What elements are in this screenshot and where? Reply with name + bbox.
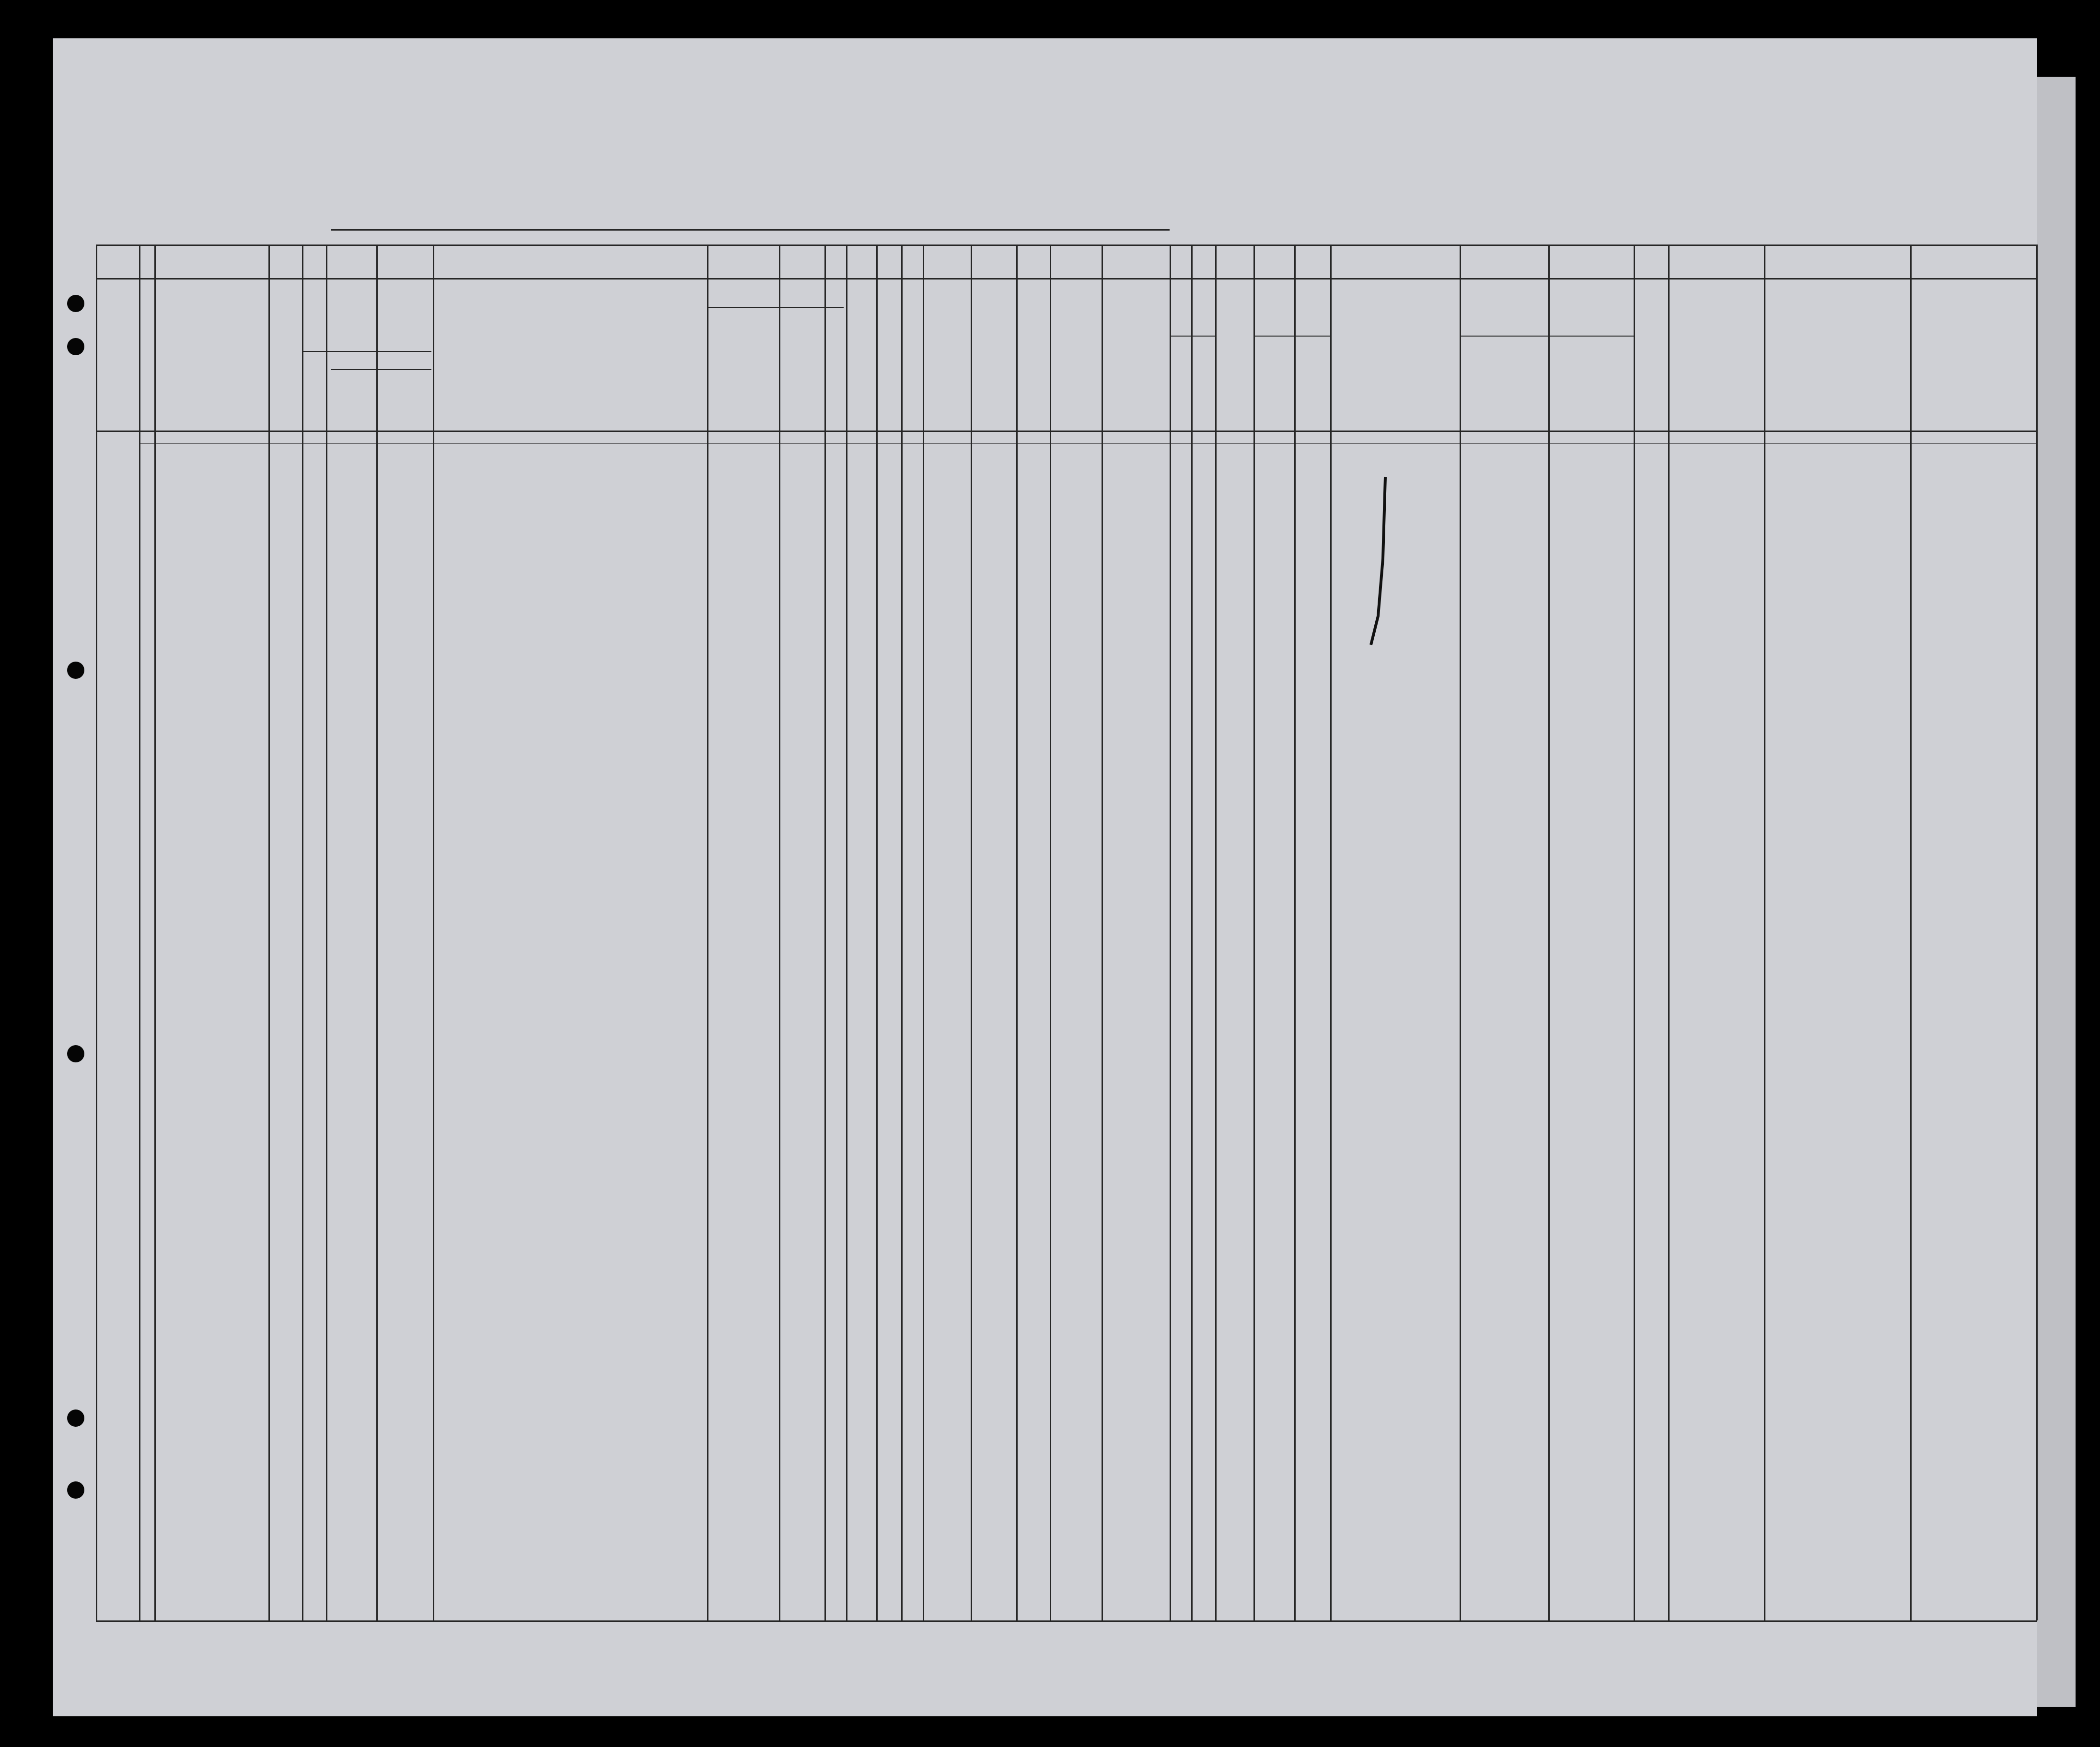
column-divider (923, 245, 924, 1620)
col20-subrule (707, 307, 844, 308)
column-divider (1548, 245, 1550, 1620)
column-divider (1294, 245, 1296, 1620)
table-right-border (2036, 245, 2038, 1620)
col31-subrule (1253, 336, 1330, 337)
punch-hole-icon (67, 338, 84, 355)
header-bottom-rule (96, 431, 2037, 432)
arriving-underline (331, 229, 1170, 231)
header-top-rule (96, 245, 2037, 246)
adjacent-page-edge (2037, 77, 2076, 1707)
punch-hole-icon (67, 1481, 84, 1499)
hand-stroke-icon (1366, 472, 1395, 650)
column-divider (1460, 245, 1461, 1620)
column-divider (1764, 245, 1765, 1620)
column-divider (376, 245, 378, 1620)
column-divider (824, 245, 826, 1620)
column-divider (901, 245, 903, 1620)
punch-hole-icon (67, 295, 84, 312)
column-divider (1215, 245, 1217, 1620)
column-divider (1253, 245, 1255, 1620)
column-divider (1016, 245, 1018, 1620)
column-divider (1910, 245, 1912, 1620)
column-divider (846, 245, 847, 1620)
col33-subrule (1460, 336, 1635, 337)
punch-hole-icon (67, 1409, 84, 1427)
column-divider (1668, 245, 1670, 1620)
table-bottom-rule (96, 1620, 2037, 1622)
column-divider (154, 245, 156, 1620)
column-divider (1170, 245, 1171, 1620)
column-divider (1050, 245, 1051, 1620)
column-divider (326, 245, 327, 1620)
column-divider (1634, 245, 1635, 1620)
column-divider (779, 245, 780, 1620)
column-divider (971, 245, 972, 1620)
manifest-sheet (53, 38, 2037, 1716)
col18-subrule (302, 351, 431, 352)
col18-subrule2 (331, 369, 431, 370)
punch-hole-icon (67, 1045, 84, 1062)
column-divider (139, 245, 140, 1620)
row-rule (139, 443, 2037, 444)
column-divider (1102, 245, 1103, 1620)
column-divider (302, 245, 303, 1620)
column-divider (1330, 245, 1332, 1620)
column-divider (707, 245, 708, 1620)
column-divider (1191, 245, 1193, 1620)
column-divider (876, 245, 878, 1620)
table-left-border (96, 245, 97, 1620)
column-divider (433, 245, 434, 1620)
colnum-rule (96, 278, 2037, 280)
punch-hole-icon (67, 662, 84, 679)
column-divider (268, 245, 270, 1620)
